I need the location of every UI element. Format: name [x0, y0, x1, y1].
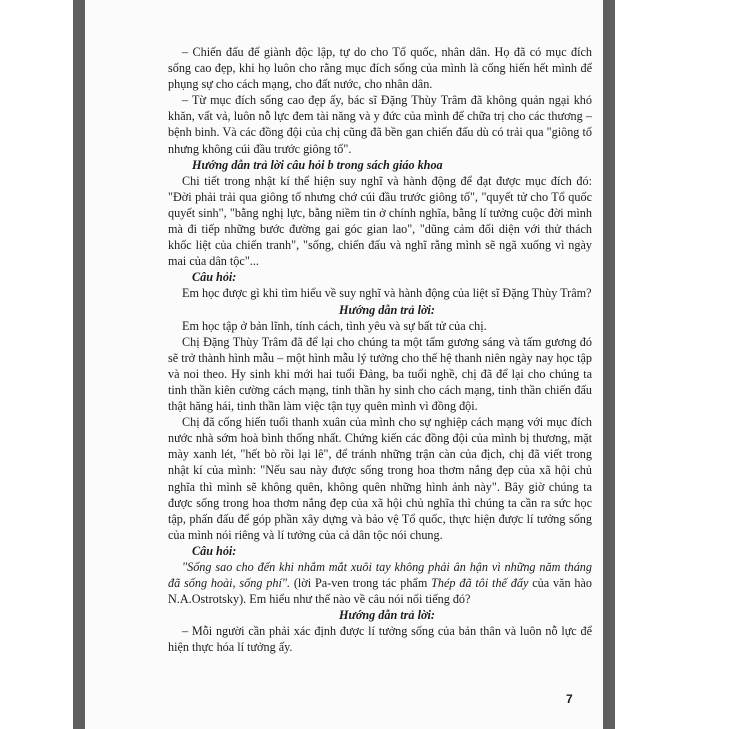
- detail-paragraph: Chi tiết trong nhật kí thể hiện suy nghĩ và hành động để đạt được mục đích đó: "Đời phải trải qua giông tố nhưng chớ cúi đầu trước giông tố", "quyết tử cho Tổ quốc quyết sinh", "bằng nghị lực, bằng niềm tin ở chính nghĩa, bằng lí tưởng cuộc đời mình mà đi tiếp những bước đường gai góc gian lao", "dũng cảm đối diện với thử thách khốc liệt của chiến tranh", "sống, chiến đấu và nghĩ rằng mình sẽ ngã xuống vì ngày mai của dân tộc"...: [168, 173, 592, 269]
- answer-paragraph-2: – Mỗi người cần phải xác định được lí tưởng sống của bản thân và luôn nỗ lực để hiện thực hóa lí tưởng ấy.: [168, 624, 592, 655]
- answer-heading-1: Hướng dẫn trả lời:: [339, 302, 435, 317]
- answer-paragraph: Chị đã cống hiến tuổi thanh xuân của mình cho sự nghiệp cách mạng với mục đích nước nhà sớm hoà bình thống nhất. Chứng kiến các đồng đội của mình bị thương, mặt mày xanh lét, "hết bò rồi lại lê", để tránh những trận càn của địch, chị đã viết trong nhật kí của mình: "Nếu sau này được sống trong hoa thơm nắng đẹp của xã hội chủ nghĩa thì mình sẽ không quên, không quên những hình ảnh này". Bây giờ chúng ta được sống trong hoa thơm nắng đẹp của xã hội chủ nghĩa thì chúng ta cần ra sức học tập, phấn đấu để góp phần xây dựng và bảo vệ Tổ quốc, thực hiện được lí tưởng sống của mình nói riêng và lí tưởng của cả dân tộc nói chung.: [168, 415, 592, 542]
- question-label-2: Câu hỏi:: [192, 543, 237, 558]
- answer-heading-2: Hướng dẫn trả lời:: [339, 608, 435, 623]
- question-text-2: [168, 559, 592, 607]
- question-label-1: Câu hỏi:: [192, 270, 237, 285]
- page-number: 7: [566, 692, 573, 706]
- left-dark-border: [73, 0, 85, 729]
- book-page: [85, 0, 603, 729]
- bullet-paragraph-2: – Từ mục đích sống cao đẹp ấy, bác sĩ Đặng Thùy Trâm đã không quản ngại khó khăn, vất vả, luôn nỗ lực đem tài năng và y đức của mình để chữa trị cho các thương – bệnh binh. Và các đồng đội của chị cũng đã bền gan chiến đấu dù có trải qua "giông tố nhưng không cúi đầu trước giông tố".: [168, 93, 592, 156]
- answer-paragraph: Em học tập ở bản lĩnh, tính cách, tình yêu và sự bất tử của chị.: [182, 318, 487, 333]
- bullet-paragraph-1: – Chiến đấu để giành độc lập, tự do cho Tổ quốc, nhân dân. Họ đã có mục đích sống cao đẹp, khi họ luôn cho rằng mục đích sống của mình là cống hiến hết mình để phụng sự cho cách mạng, cho đất nước, cho nhân dân.: [168, 45, 592, 92]
- page-content: [168, 44, 592, 656]
- quote-source-after: của văn hào N.A.Ostrotsky). Em hiểu như thế nào về câu nói nổi tiếng đó?: [168, 576, 592, 607]
- quote-text: "Sống sao cho đến khi nhắm mắt xuôi tay không phải ân hận vì những năm tháng đã sống hoài, sống phí".: [168, 560, 592, 591]
- right-dark-border: [603, 0, 615, 729]
- question-text-1: Em học được gì khi tìm hiểu về suy nghĩ và hành động của liệt sĩ Đặng Thùy Trâm?: [182, 286, 592, 301]
- section-heading-b: Hướng dẫn trả lời câu hỏi b trong sách giáo khoa: [192, 157, 443, 172]
- book-title: Thép đã tôi thế đấy: [431, 576, 529, 591]
- quote-source-before: (lời Pa-ven trong tác phẩm: [290, 576, 432, 591]
- answer-paragraph: Chị Đặng Thùy Trâm đã để lại cho chúng ta một tấm gương sáng và tấm gương đó sẽ trở thành hình mẫu – một hình mẫu lý tưởng cho thế hệ thanh niên ngày nay học tập và noi theo. Hy sinh khi mới hai tuổi Đảng, ba tuổi nghề, chị đã để lại cho chúng ta tinh thần kiên cường cách mạng, tinh thần hy sinh cho cách mạng, tinh thần chiến đấu thật hăng hái, tinh thần làm việc tận tụy quên mình vì đồng đội.: [168, 334, 592, 414]
